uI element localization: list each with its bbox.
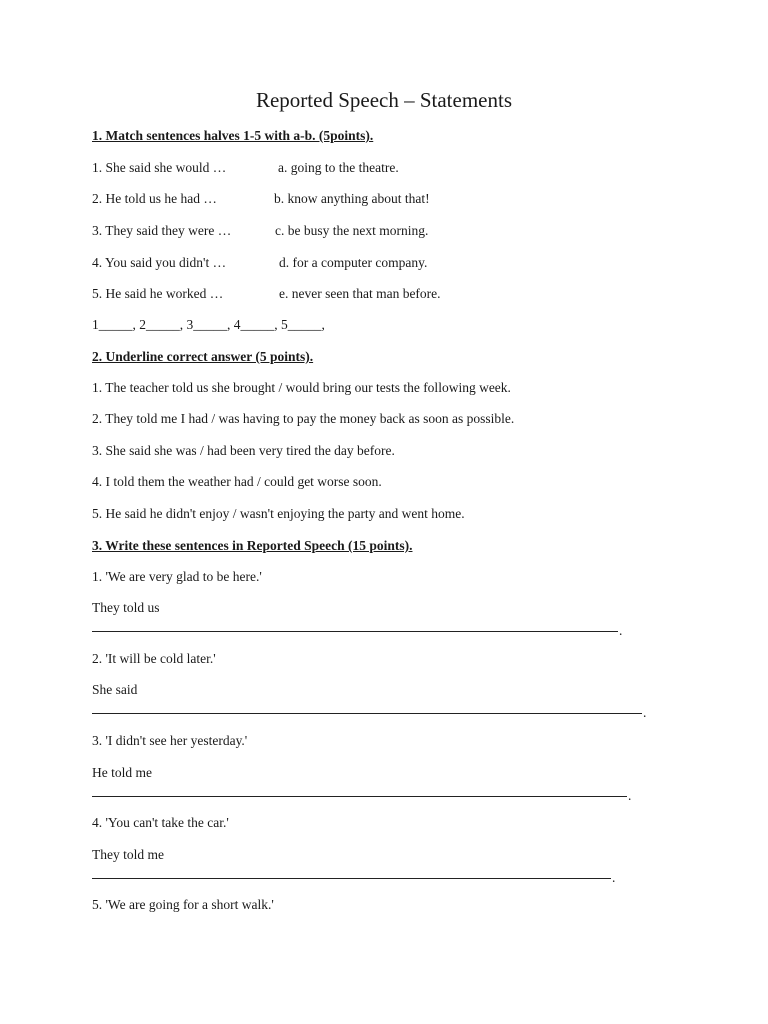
match-answer-blanks: 1_____, 2_____, 3_____, 4_____, 5_____,	[92, 317, 325, 332]
match-left-5: 5. He said he worked …	[92, 286, 224, 301]
reported-prompt-4: They told me	[92, 847, 164, 862]
reported-quote-2: 2. 'It will be cold later.'	[92, 651, 216, 666]
answer-line-4	[92, 878, 611, 879]
match-right-c: c. be busy the next morning.	[275, 223, 429, 238]
underline-item-5: 5. He said he didn't enjoy / wasn't enjoying the party and went home.	[92, 506, 465, 521]
reported-quote-5: 5. 'We are going for a short walk.'	[92, 897, 274, 912]
match-left-1: 1. She said she would …	[92, 160, 227, 175]
underline-item-2: 2. They told me I had / was having to pay the money back as soon as possible.	[92, 411, 515, 426]
section-3-heading: 3. Write these sentences in Reported Speech (15 points).	[92, 538, 413, 553]
answer-line-1	[92, 631, 618, 632]
answer-line-1-end: .	[619, 623, 623, 638]
section-2-heading: 2. Underline correct answer (5 points).	[92, 349, 314, 364]
reported-quote-3: 3. 'I didn't see her yesterday.'	[92, 733, 248, 748]
reported-quote-1: 1. 'We are very glad to be here.'	[92, 569, 262, 584]
match-right-d: d. for a computer company.	[279, 255, 428, 270]
answer-line-3	[92, 796, 627, 797]
answer-line-3-end: .	[628, 788, 632, 803]
match-left-2: 2. He told us he had …	[92, 191, 217, 206]
section-1-heading: 1. Match sentences halves 1-5 with a-b. (5points).	[92, 128, 374, 143]
match-right-b: b. know anything about that!	[274, 191, 430, 206]
match-right-a: a. going to the theatre.	[278, 160, 399, 175]
reported-prompt-1: They told us	[92, 600, 160, 615]
underline-item-4: 4. I told them the weather had / could get worse soon.	[92, 474, 382, 489]
underline-item-1: 1. The teacher told us she brought / would bring our tests the following week.	[92, 380, 511, 395]
page-title: Reported Speech – Statements	[255, 88, 513, 112]
match-right-e: e. never seen that man before.	[279, 286, 441, 301]
reported-quote-4: 4. 'You can't take the car.'	[92, 815, 229, 830]
answer-line-4-end: .	[612, 870, 616, 885]
underline-item-3: 3. She said she was / had been very tired the day before.	[92, 443, 395, 458]
match-left-3: 3. They said they were …	[92, 223, 232, 238]
match-left-4: 4. You said you didn't …	[92, 255, 227, 270]
answer-line-2	[92, 713, 642, 714]
answer-line-2-end: .	[643, 705, 647, 720]
reported-prompt-3: He told me	[92, 765, 152, 780]
reported-prompt-2: She said	[92, 682, 138, 697]
